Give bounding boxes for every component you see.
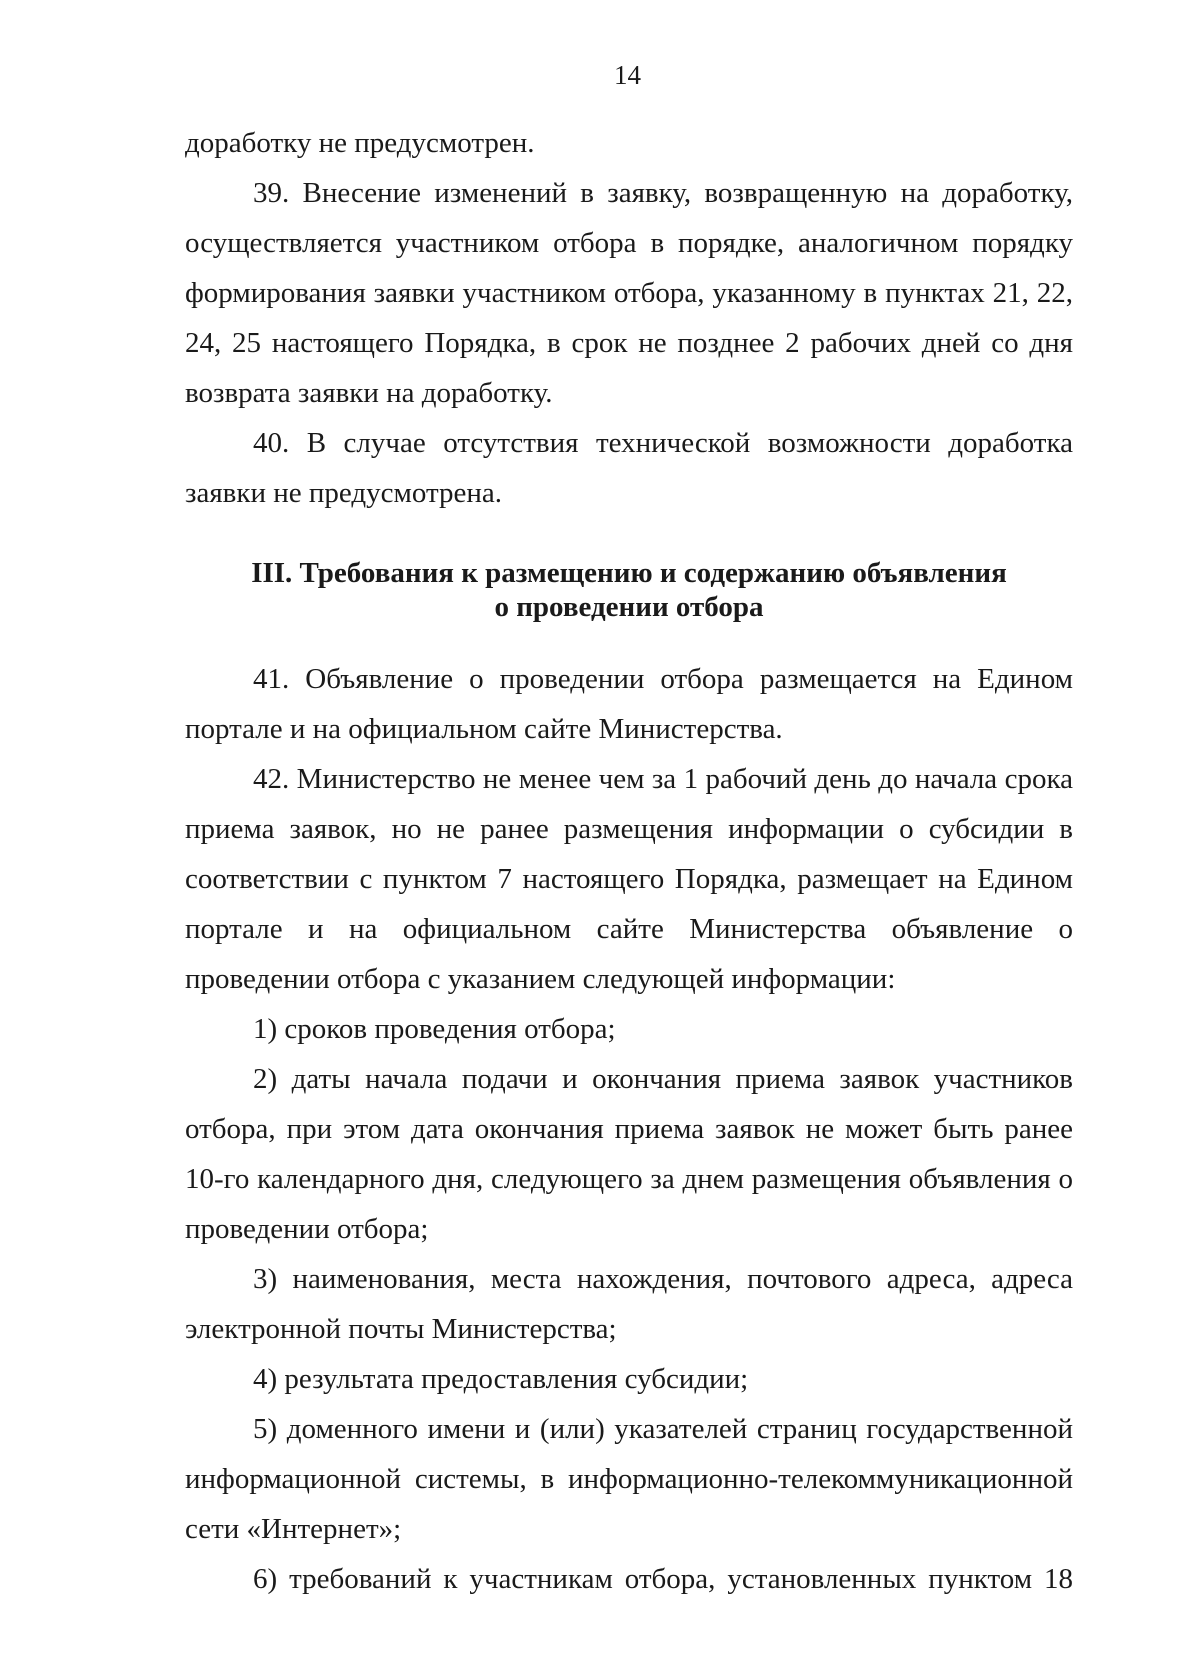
paragraph-continuation: доработку не предусмотрен. — [185, 127, 535, 159]
paragraph-39: 39. Внесение изменений в заявку, возвращенную на доработку, осуществляется участником отбора в порядке, аналогичном порядку формирования заявки участником отбора, указанному в пунктах 21, 22, 24, 25 настоящего Порядка, в срок не позднее 2 рабочих дней со дня возврата заявки на доработку. — [185, 177, 1073, 409]
section-heading — [185, 556, 1073, 624]
list-item-6: 6) требований к участникам отбора, установленных пунктом 18 — [253, 1563, 1073, 1595]
paragraph-42: 42. Министерство не менее чем за 1 рабочий день до начала срока приема заявок, но не ранее размещения информации о субсидии в соответствии с пунктом 7 настоящего Порядка, размещает на Едином портале и на официальном сайте Министерства объявление о проведении отбора с указанием следующей информации: — [185, 763, 1073, 995]
section-heading-line1: III. Требования к размещению и содержанию объявления — [251, 557, 1007, 589]
paragraph-41: 41. Объявление о проведении отбора размещается на Едином портале и на официальном сайте Министерства. — [185, 663, 1073, 745]
list-item-2: 2) даты начала подачи и окончания приема заявок участников отбора, при этом дата окончания приема заявок не может быть ранее 10-го календарного дня, следующего за днем размещения объявления о проведении отбора; — [185, 1063, 1073, 1245]
paragraph-40: 40. В случае отсутствия технической возможности доработка заявки не предусмотрена. — [185, 427, 1073, 509]
list-item-5: 5) доменного имени и (или) указателей страниц государственной информационной системы, в информационно-телекоммуникационной сети «Интернет»; — [185, 1413, 1073, 1545]
document-body — [185, 118, 1073, 1604]
list-item-4: 4) результата предоставления субсидии; — [253, 1363, 749, 1395]
list-item-1: 1) сроков проведения отбора; — [253, 1013, 616, 1045]
page-number: 14 — [614, 60, 641, 90]
list-item-3: 3) наименования, места нахождения, почтового адреса, адреса электронной почты Министерства; — [185, 1263, 1073, 1345]
section-heading-line2: о проведении отбора — [494, 591, 764, 623]
